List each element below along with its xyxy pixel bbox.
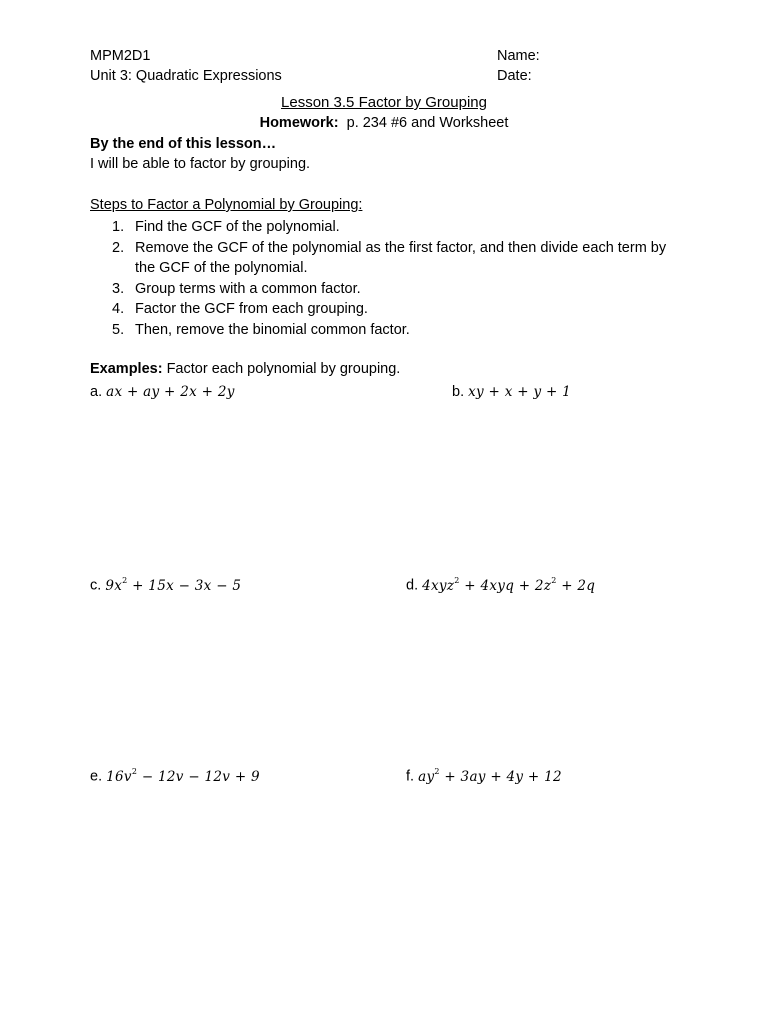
problem-b	[452, 382, 571, 402]
step-number: 5.	[112, 321, 125, 338]
problem-expression: xy + x + y + 1	[468, 384, 572, 400]
steps-heading: Steps to Factor a Polynomial by Grouping:	[90, 197, 363, 213]
step-text: Group terms with a common factor.	[135, 280, 361, 297]
header-left	[90, 46, 282, 86]
examples-instruction: Factor each polynomial by grouping.	[166, 361, 401, 377]
exponent: 2	[434, 767, 440, 776]
date-label: Date:	[497, 68, 532, 84]
header-right	[497, 46, 540, 86]
unit-title: Unit 3: Quadratic Expressions	[90, 68, 282, 84]
problem-label: d.	[406, 577, 419, 594]
problem-f	[406, 763, 562, 787]
step-text: Then, remove the binomial common factor.	[135, 321, 410, 338]
exponent: 2	[454, 576, 460, 585]
step-number: 1.	[112, 219, 125, 235]
lesson-title: Lesson 3.5 Factor by Grouping	[281, 94, 487, 111]
exponent: 2	[131, 767, 138, 776]
problem-c	[90, 572, 241, 596]
goal-heading: By the end of this lesson…	[90, 136, 277, 152]
step-number: 3.	[112, 280, 125, 297]
examples-heading-line	[90, 361, 400, 377]
step-item	[90, 320, 690, 341]
homework-label: Homework:	[259, 115, 339, 131]
step-item	[90, 299, 690, 320]
course-code: MPM2D1	[90, 48, 151, 64]
problem-expression: $16v^2 - 12v - 12v + 9$	[106, 767, 260, 785]
step-text: Factor the GCF from each grouping.	[135, 301, 368, 317]
problem-label: c.	[90, 577, 102, 594]
exponent: 2	[122, 576, 128, 585]
problem-label: a.	[90, 384, 103, 400]
step-item	[90, 217, 690, 238]
problem-label: e.	[90, 768, 103, 785]
examples-heading: Examples:	[90, 361, 163, 377]
problem-expression: $ay^2 + 3ay + 4y + 12$	[418, 767, 562, 785]
homework-text: p. 234 #6 and Worksheet	[346, 115, 509, 131]
problem-expression: ax + ay + 2x + 2y	[106, 384, 235, 400]
problem-d	[406, 572, 595, 596]
step-item	[90, 279, 690, 300]
step-number: 2.	[112, 239, 125, 256]
problem-label: b.	[452, 384, 465, 400]
step-item	[90, 238, 690, 279]
problem-a	[90, 382, 235, 402]
step-number: 4.	[112, 301, 125, 317]
steps-list	[90, 217, 690, 340]
goal-text: I will be able to factor by grouping.	[90, 156, 311, 172]
exponent: 2	[551, 576, 557, 585]
step-text: Find the GCF of the polynomial.	[135, 219, 340, 235]
homework-line	[0, 115, 768, 131]
name-label: Name:	[497, 48, 540, 64]
problem-label: f.	[406, 768, 415, 785]
problem-expression: $4xyz^2 + 4xyq + 2z^2 + 2q$	[422, 576, 596, 594]
step-text: Remove the GCF of the polynomial as the first factor, and then divide each term by the GCF of the polynomial.	[135, 239, 667, 276]
problem-e	[90, 763, 260, 787]
problem-expression: $9x^2 + 15x - 3x - 5$	[105, 576, 242, 594]
